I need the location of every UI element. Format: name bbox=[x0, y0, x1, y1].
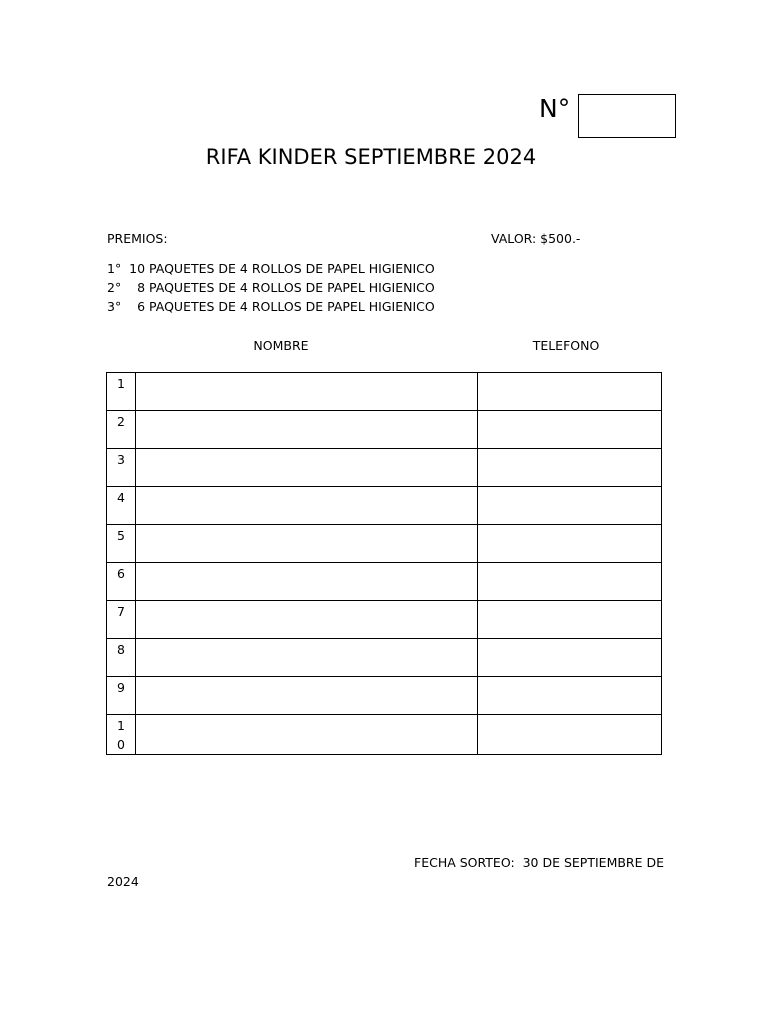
table-row bbox=[107, 677, 662, 715]
nombre-cell[interactable] bbox=[136, 487, 478, 525]
table-row bbox=[107, 373, 662, 411]
row-number: 7 bbox=[117, 604, 125, 619]
ticket-number-box[interactable] bbox=[578, 94, 676, 138]
telefono-cell[interactable] bbox=[478, 715, 662, 755]
table-row bbox=[107, 601, 662, 639]
row-number: 5 bbox=[117, 528, 125, 543]
row-number: 6 bbox=[117, 566, 125, 581]
telefono-cell[interactable] bbox=[478, 639, 662, 677]
table-row bbox=[107, 563, 662, 601]
telefono-cell[interactable] bbox=[478, 487, 662, 525]
nombre-cell[interactable] bbox=[136, 639, 478, 677]
table-row bbox=[107, 411, 662, 449]
nombre-cell[interactable] bbox=[136, 449, 478, 487]
telefono-cell[interactable] bbox=[478, 449, 662, 487]
prize-2: 2° 8 PAQUETES DE 4 ROLLOS DE PAPEL HIGIENICO bbox=[107, 280, 435, 295]
telefono-cell[interactable] bbox=[478, 563, 662, 601]
prize-3: 3° 6 PAQUETES DE 4 ROLLOS DE PAPEL HIGIENICO bbox=[107, 299, 435, 314]
fecha-sorteo-year: 2024 bbox=[107, 874, 139, 889]
row-number-cell bbox=[107, 601, 136, 639]
table-row bbox=[107, 525, 662, 563]
table-row bbox=[107, 639, 662, 677]
nombre-cell[interactable] bbox=[136, 601, 478, 639]
row-number-cell bbox=[107, 677, 136, 715]
row-number: 8 bbox=[117, 642, 125, 657]
row-number-cell bbox=[107, 563, 136, 601]
column-header-telefono: TELEFONO bbox=[532, 338, 600, 353]
nombre-cell[interactable] bbox=[136, 525, 478, 563]
premios-label: PREMIOS: bbox=[107, 231, 168, 246]
entries-table bbox=[106, 372, 662, 755]
row-number-cell bbox=[107, 411, 136, 449]
ticket-number-label: N° bbox=[539, 94, 571, 123]
row-number: 3 bbox=[117, 452, 125, 467]
page-title: RIFA KINDER SEPTIEMBRE 2024 bbox=[205, 145, 537, 169]
row-number-cell bbox=[107, 487, 136, 525]
nombre-cell[interactable] bbox=[136, 411, 478, 449]
nombre-cell[interactable] bbox=[136, 563, 478, 601]
telefono-cell[interactable] bbox=[478, 601, 662, 639]
table-row bbox=[107, 449, 662, 487]
row-number: 1 bbox=[117, 376, 125, 391]
row-number-cell bbox=[107, 449, 136, 487]
fecha-sorteo: FECHA SORTEO: 30 DE SEPTIEMBRE DE bbox=[414, 855, 665, 870]
row-number: 4 bbox=[117, 490, 125, 505]
table-row bbox=[107, 487, 662, 525]
telefono-cell[interactable] bbox=[478, 373, 662, 411]
nombre-cell[interactable] bbox=[136, 373, 478, 411]
telefono-cell[interactable] bbox=[478, 677, 662, 715]
row-number: 2 bbox=[117, 414, 125, 429]
telefono-cell[interactable] bbox=[478, 525, 662, 563]
row-number-cell bbox=[107, 639, 136, 677]
row-number-cell bbox=[107, 525, 136, 563]
nombre-cell[interactable] bbox=[136, 677, 478, 715]
row-number-cell bbox=[107, 373, 136, 411]
row-number: 9 bbox=[117, 680, 125, 695]
prize-1: 1° 10 PAQUETES DE 4 ROLLOS DE PAPEL HIGIENICO bbox=[107, 261, 435, 276]
nombre-cell[interactable] bbox=[136, 715, 478, 755]
row-number: 10 bbox=[117, 718, 125, 752]
telefono-cell[interactable] bbox=[478, 411, 662, 449]
table-row bbox=[107, 715, 662, 755]
valor-label: VALOR: $500.- bbox=[491, 231, 581, 246]
row-number-cell bbox=[107, 715, 136, 755]
column-header-nombre: NOMBRE bbox=[253, 338, 309, 353]
